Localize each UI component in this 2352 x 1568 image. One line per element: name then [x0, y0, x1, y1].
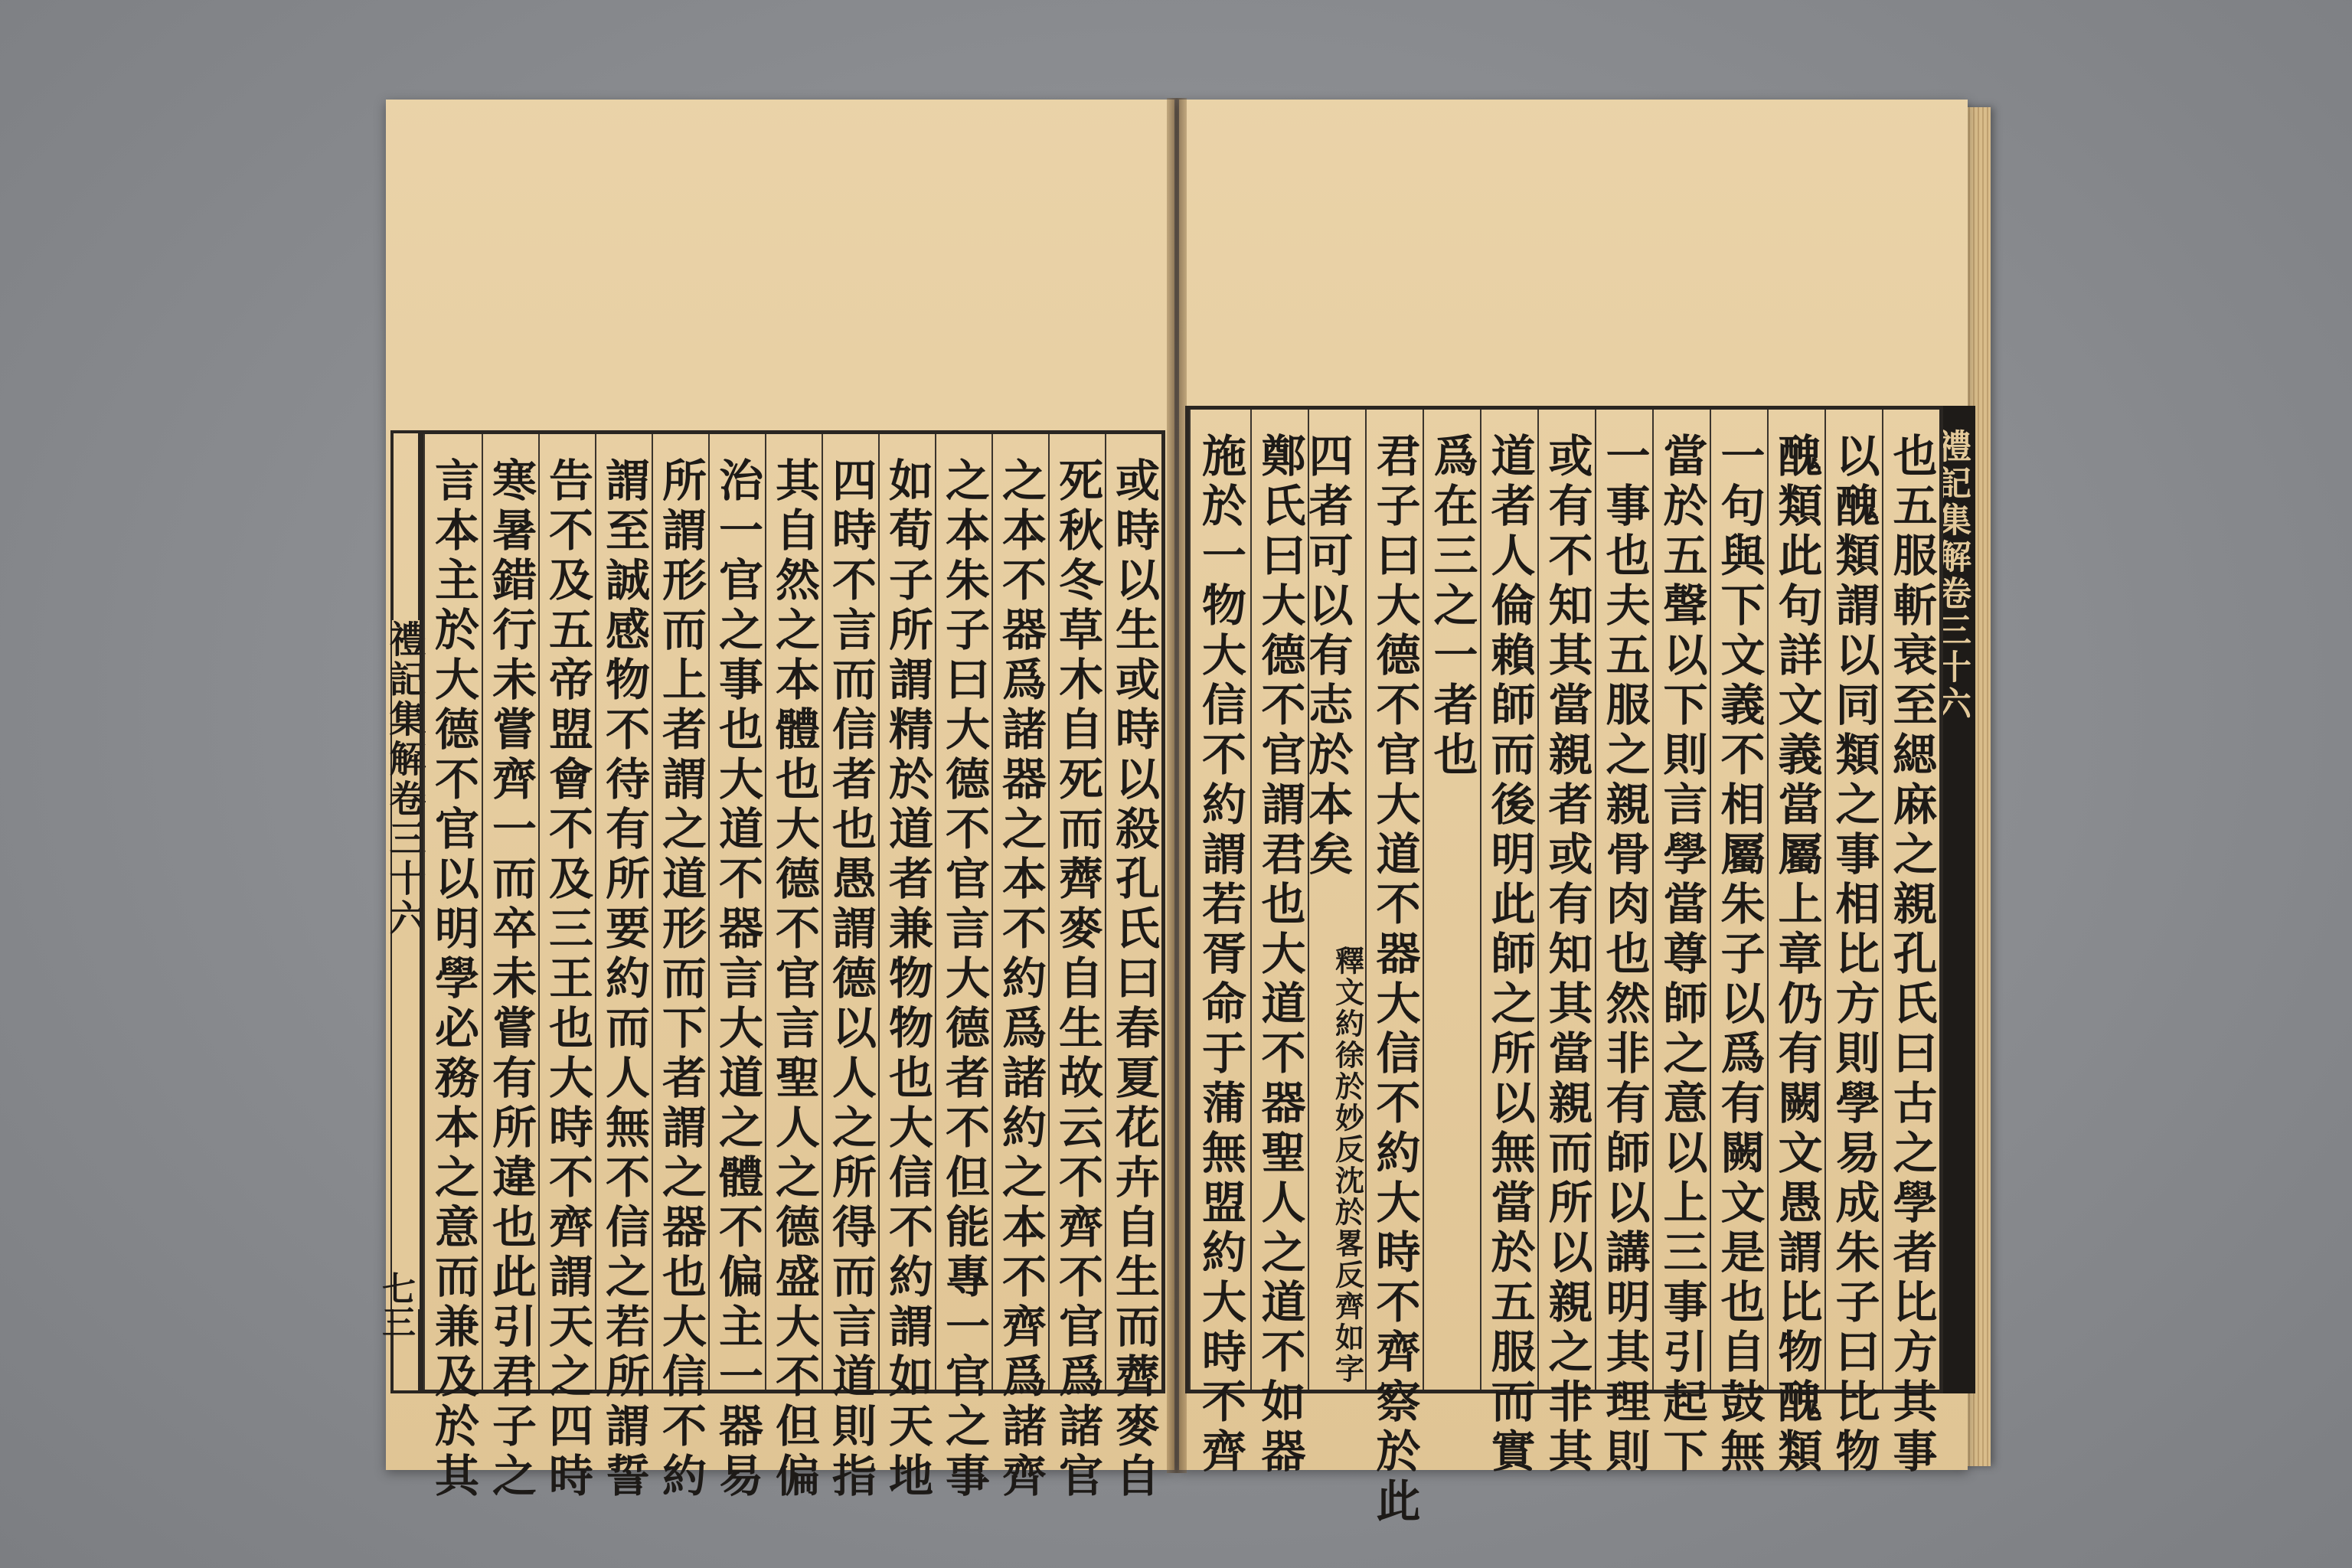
left-folio-number: 七三: [376, 1271, 415, 1338]
right-column-8: [1480, 410, 1537, 1478]
left-column-7: [765, 434, 822, 1502]
column-annotation: 釋文約徐於妙反沈於畧反齊如字: [1330, 946, 1365, 1385]
column-text: 寒暑錯行未嘗齊一而卒未嘗有所違也此引君子之: [485, 457, 537, 1502]
left-column-1: [1105, 434, 1161, 1502]
left-column-6: [822, 434, 878, 1502]
column-text: 爲在三之一者也: [1426, 433, 1478, 781]
right-column-3: [1767, 410, 1824, 1478]
column-text: 如荀子所謂精於道者兼物物也大信不約謂如天地: [881, 457, 933, 1502]
left-column-12: [482, 434, 538, 1502]
column-text: 一事也夫五服之親骨肉也然非有師以講明其理則: [1598, 433, 1651, 1478]
right-text-frame: [1185, 406, 1943, 1527]
left-column-10: [595, 434, 652, 1502]
left-column-2: [1048, 434, 1105, 1502]
column-text: 其自然之本體也大德不官言聖人之德盛大不但偏: [768, 457, 820, 1502]
right-column-2: [1824, 410, 1882, 1478]
column-text: 謂至誠感物不待有所要約而人無不信之若所謂誓: [598, 457, 650, 1502]
column-text: 或有不知其當親者或有知其當親而所以親之非其: [1540, 433, 1593, 1478]
column-text: 所謂形而上者謂之道形而下者謂之器也大信不約: [655, 457, 707, 1502]
right-column-6: [1595, 410, 1652, 1478]
column-text: 治一官之事也大道不器言大道之體不偏主一器易: [711, 457, 763, 1502]
column-text: 以醜類謂以同類之事相比方則學易成朱子曰比物: [1828, 433, 1880, 1478]
right-column-12: [1250, 410, 1308, 1478]
column-text: 一句與下文義不相屬朱子以爲有闕文是也自鼓無: [1713, 433, 1766, 1478]
left-column-5: [878, 434, 935, 1502]
left-column-8: [708, 434, 765, 1502]
left-column-3: [991, 434, 1048, 1502]
column-text: 之本不器爲諸器之本不約爲諸約之本不齊爲諸齊: [995, 457, 1047, 1502]
column-text: 或時以生或時以殺孔氏曰春夏花卉自生而薺麥自: [1108, 457, 1160, 1502]
right-gutter-title: 禮記集解卷三十六: [1932, 429, 1971, 723]
right-column-11: [1301, 410, 1365, 1390]
column-text: 醜類此句詳文義當屬上章仍有闕文愚謂比物醜類: [1770, 433, 1823, 1478]
book-gutter: [1167, 98, 1187, 1473]
left-column-9: [652, 434, 708, 1502]
right-column-7: [1537, 410, 1595, 1478]
left-column-13: [423, 434, 482, 1502]
right-column-9: [1423, 410, 1480, 1390]
left-text-frame: [420, 430, 1165, 1502]
left-gutter-title: 禮記集解卷三十六: [392, 620, 420, 1309]
column-text: 鄭氏曰大德不官謂君也大道不器聖人之道不如器: [1253, 433, 1306, 1478]
left-column-4: [935, 434, 991, 1502]
right-column-5: [1652, 410, 1710, 1478]
column-text: 施於一物大信不約謂若胥命于蒲無盟約大時不齊: [1194, 433, 1246, 1478]
right-column-13: [1189, 410, 1250, 1478]
column-text: 道者人倫賴師而後明此師之所以無當於五服而實: [1483, 433, 1536, 1478]
left-column-11: [538, 434, 595, 1502]
column-text: 死秋冬草木自死而薺麥自生故云不齊不官爲諸官: [1051, 457, 1103, 1502]
column-text: 四者可以有志於本矣: [1301, 433, 1354, 880]
column-text: 當於五聲以下則言學當尊師之意以上三事引起下: [1655, 433, 1708, 1478]
right-column-1: [1882, 410, 1939, 1478]
column-text: 言本主於大德不官以明學必務本之意而兼及於其: [427, 457, 479, 1502]
column-text: 之本朱子曰大德不官言大德者不但能專一官之事: [938, 457, 990, 1502]
column-text: 四時不言而信者也愚謂德以人之所得而言道則指: [825, 457, 877, 1502]
column-text: 告不及五帝盟會不及三王也大時不齊謂天之四時: [541, 457, 593, 1502]
column-text: 也五服斬衰至緦麻之親孔氏曰古之學者比方其事: [1885, 433, 1938, 1478]
right-column-4: [1710, 410, 1767, 1478]
column-text: 君子曰大德不官大道不器大信不約大時不齊察於此: [1368, 433, 1421, 1527]
right-column-10: [1365, 410, 1423, 1527]
